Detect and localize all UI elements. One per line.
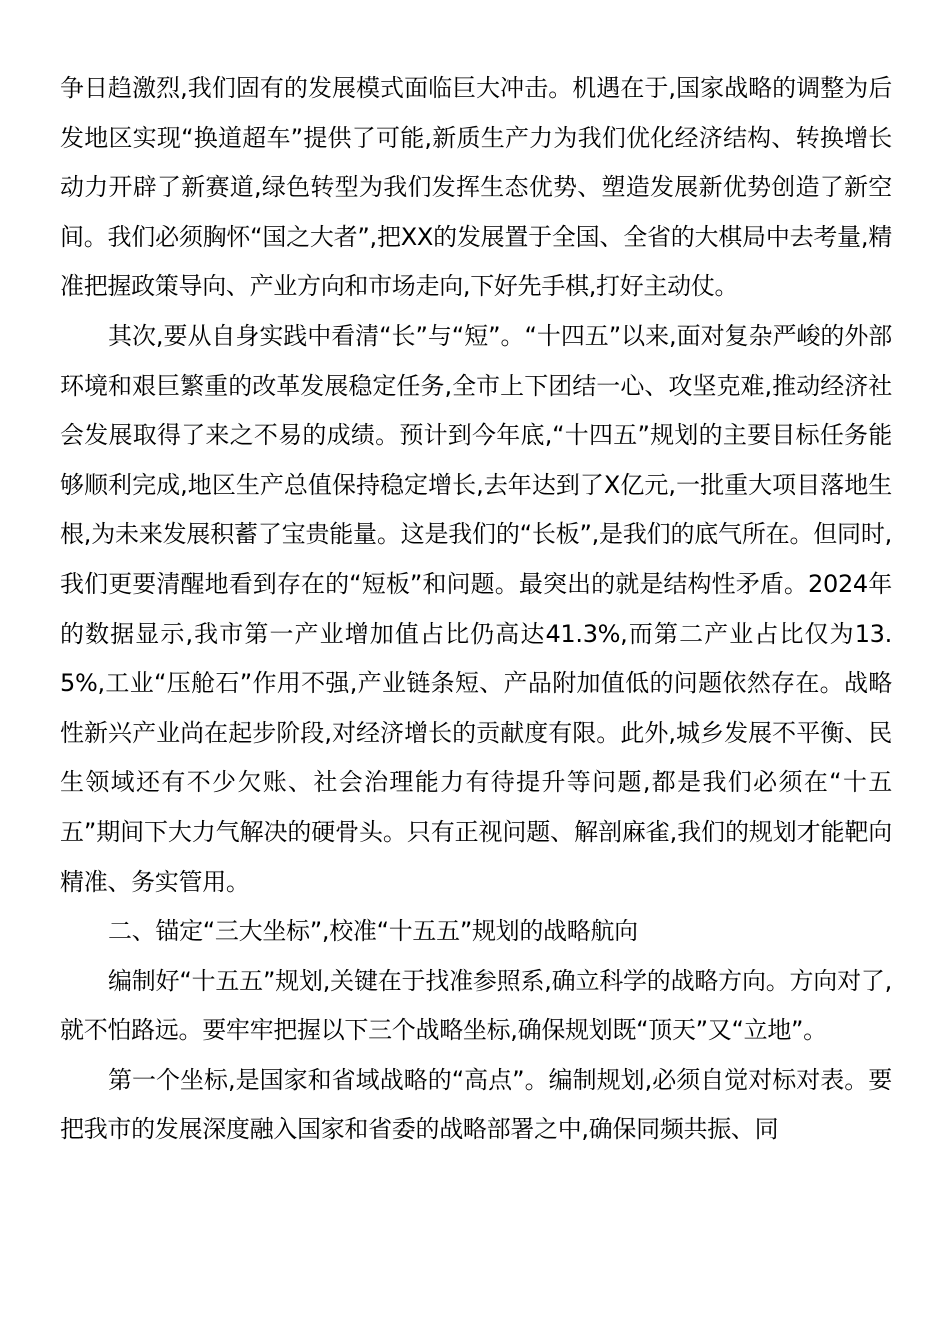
document-body (60, 64, 892, 1155)
paragraph-continuation: 争日趋激烈,我们固有的发展模式面临巨大冲击。机遇在于,国家战略的调整为后发地区实现“换道超车”提供了可能,新质生产力为我们优化经济结构、转换增长动力开辟了新赛道,绿色转型为我们发挥生态优势、塑造发展新优势创造了新空间。我们必须胸怀“国之大者”,把XX的发展置于全国、全省的大棋局中去考量,精准把握政策导向、产业方向和市场走向,下好先手棋,打好主动仗。 (60, 74, 892, 301)
paragraph-planning-direction: 编制好“十五五”规划,关键在于找准参照系,确立科学的战略方向。方向对了,就不怕路远。要牢牢把握以下三个战略坐标,确保规划既“顶天”又“立地”。 (60, 966, 892, 1045)
paragraph-strengths-weaknesses: 其次,要从自身实践中看清“长”与“短”。“十四五”以来,面对复杂严峻的外部环境和艰巨繁重的改革发展稳定任务,全市上下团结一心、攻坚克难,推动经济社会发展取得了来之不易的成绩。预计到今年底,“十四五”规划的主要目标任务能够顺利完成,地区生产总值保持稳定增长,去年达到了X亿元,一批重大项目落地生根,为未来发展积蓄了宝贵能量。这是我们的“长板”,是我们的底气所在。但同时,我们更要清醒地看到存在的“短板”和问题。最突出的就是结构性矛盾。2024年的数据显示,我市第一产业增加值占比仍高达41.3%,而第二产业占比仅为13.5%,工业“压舱石”作用不强,产业链条短、产品附加值低的问题依然存在。战略性新兴产业尚在起步阶段,对经济增长的贡献度有限。此外,城乡发展不平衡、民生领域还有不少欠账、社会治理能力有待提升等问题,都是我们必须在“十五五”期间下大力气解决的硬骨头。只有正视问题、解剖麻雀,我们的规划才能靶向精准、务实管用。 (60, 321, 892, 896)
paragraph-first-coordinate: 第一个坐标,是国家和省域战略的“高点”。编制规划,必须自觉对标对表。要把我市的发展深度融入国家和省委的战略部署之中,确保同频共振、同 (60, 1065, 892, 1144)
section-heading: 二、锚定“三大坐标”,校准“十五五”规划的战略航向 (108, 917, 638, 946)
